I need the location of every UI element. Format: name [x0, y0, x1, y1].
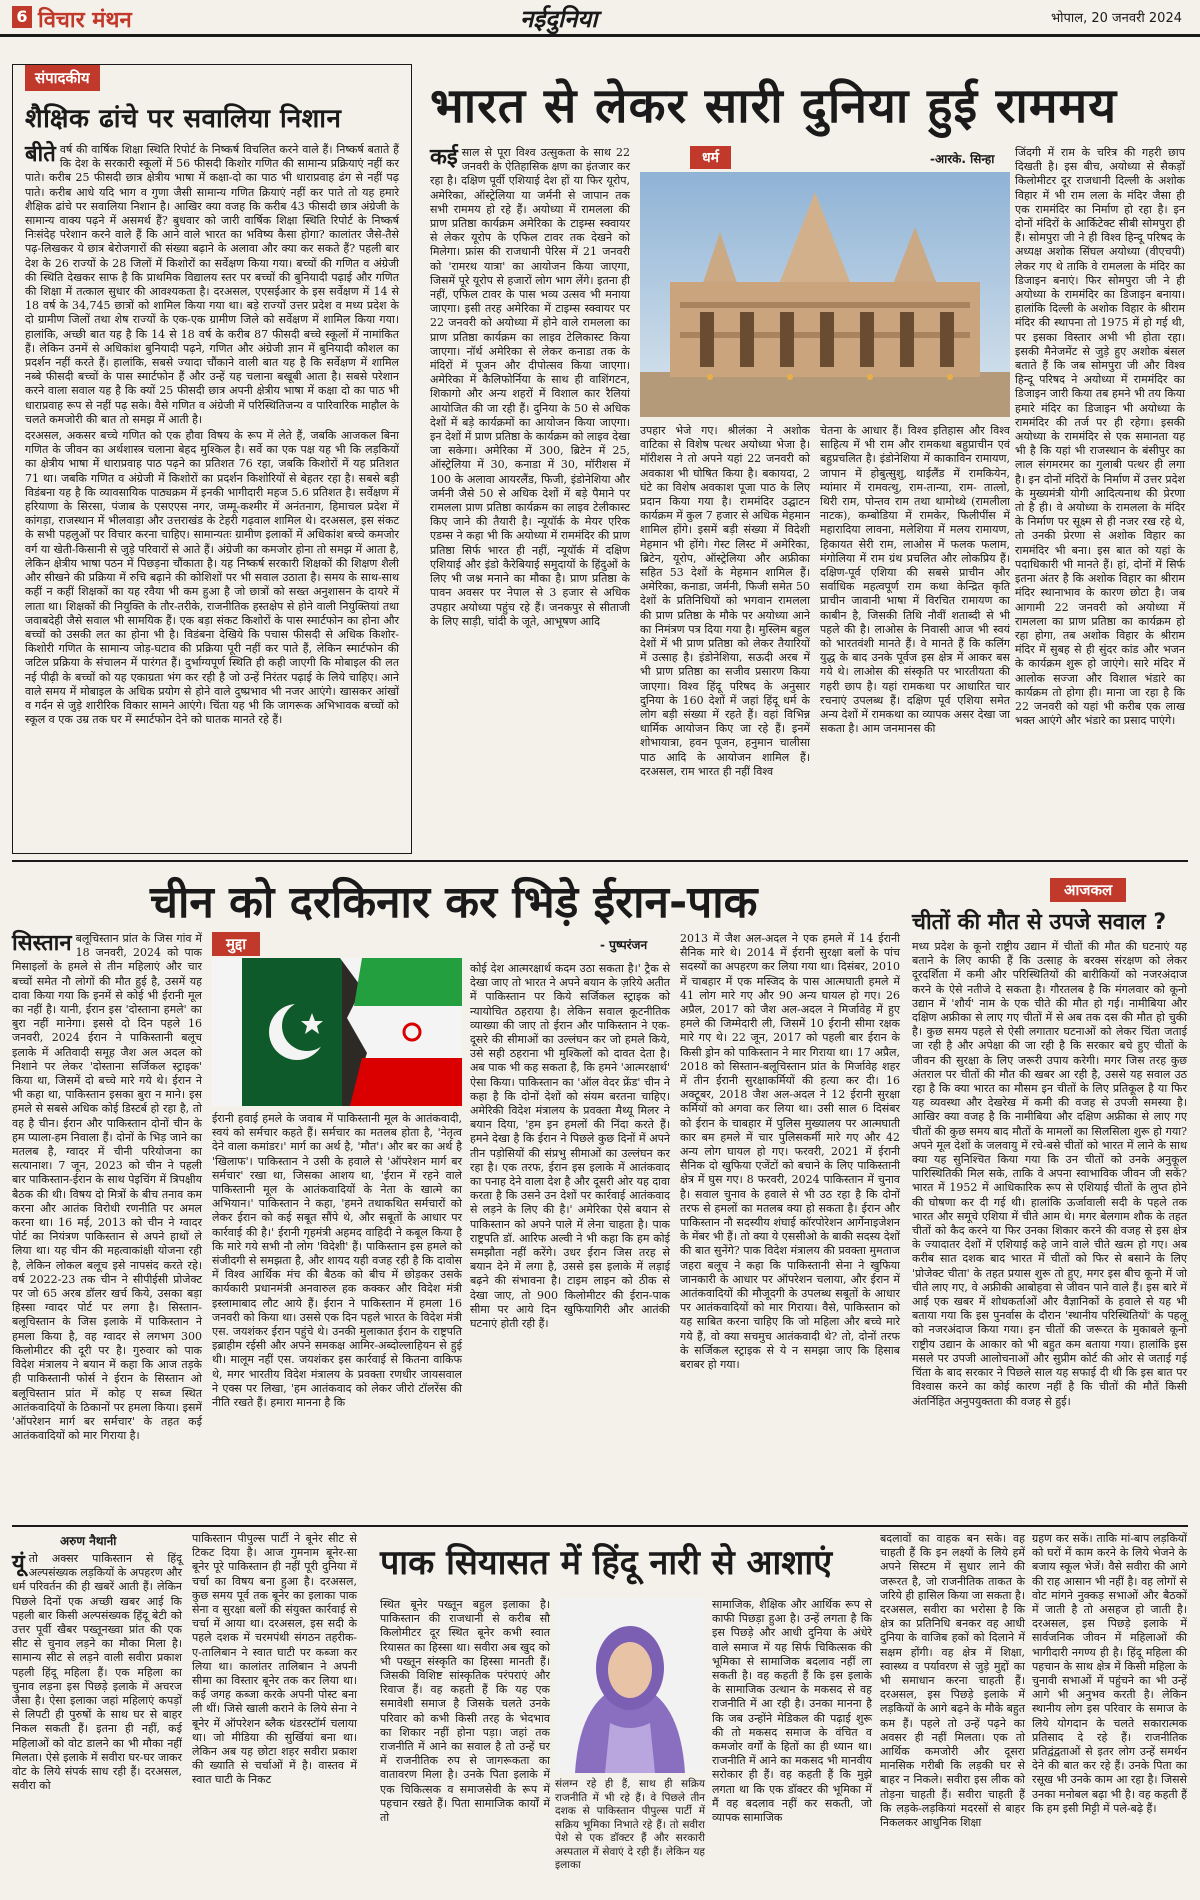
page-number: 6: [12, 6, 32, 28]
page-header: [0, 0, 1200, 37]
pak-column-6: ग्रहण कर सकें। ताकि मां-बाप लड़कियों को घरों में काम करने के लिये भेजने के बजाय स्कूल भेजें। वैसे सवीरा की आगे की राह आसान भी नहीं है। वह लोगों से वोट मांगने नुक्कड़ सभाओं और बैठकों में जाती है तो असहज हो जाती है। दरअसल, इस पिछड़े इलाके में सार्वजनिक जीवन में महिलाओं की भागीदारी नगण्य ही है। हिंदू महिला की पहचान के साथ क्षेत्र में किसी महिला के चुनावी सभाओं में पहुंचने का भी उन्हें आगे भी अनुभव करती है। लेकिन स्थानीय लोग इस परिवार के समाज के लिये योगदान के चलते सकारात्मक प्रतिसाद दे रहे हैं। राजनीतिक प्रतिद्वंद्वताओं से इतर लोग उन्हें समर्थन देने की बात कर रहे हैं। उनके पिता का रसूख भी उनके काम आ रहा है। जिससे उनका मनोबल बढ़ा भी है। वह कहती हैं कि हम इसी मिट्टी में पले-बढ़े हैं।: [1032, 1532, 1187, 1815]
feature-column-2: उपहार भेजे गए। श्रीलंका ने अशोक वाटिका से विशेष पत्थर अयोध्या भेजा है। मॉरीशस ने तो अपने यहां 22 जनवरी को अवकाश भी घोषित किया है। बकायदा, 2 घंटे का विशेष अवकाश पूजा पाठ के लिए प्रदान किया गया है। राममंदिर उद्घाटन कार्यक्रम में कुल 7 हजार से अधिक मेहमान शामिल होंगे। इसमें बड़ी संख्या में विदेशी मेहमान भी होंगे। गेस्ट लिस्ट में अमेरिका, ब्रिटेन, यूरोप, ऑस्ट्रेलिया और अफ्रीका सहित 53 देशों के मेहमान शामिल हैं। अमेरिका, कनाडा, जर्मनी, फिजी समेत 50 देशों के प्रतिनिधियों को भगवान रामलला की प्राण प्रतिष्ठा के मौके पर अयोध्या आने का निमंत्रण पत्र दिया गया है। मुस्लिम बहुल देशों में भी प्राण प्रतिष्ठा को लेकर तैयारियों में उत्साह है। इंडोनेशिया, सऊदी अरब में भी प्राण प्रतिष्ठा का सजीव प्रसारण किया जाएगा। विश्व हिंदू परिषद के अनुसार दुनिया के 160 देशों में जहां हिंदू धर्म के लोग बड़ी संख्या में रहते हैं। वहां विभिन्न धार्मिक आयोजन किए जा रहे हैं। इनमें शोभायात्रा, हवन पूजन, हनुमान चालीसा पाठ आदि के आयोजन शामिल हैं। दरअसल, राम भारत ही नहीं विश्व: [640, 424, 810, 778]
china-text: बलूचिस्तान प्रांत के जिस गांव में 18 जनवरी, 2024 को पाक मिसाइलों के हमले से तीन महिलाएं और चार बच्चों समेत नौ लोगों की मौत हुई है, उसमें यह दावा किया गया कि इनमें से कोई भी ईरानी मूल का नहीं है। यानी, ईरान इस 'दोस्ताना हमले' का बुरा नहीं मानेगा। इससे दो दिन पहले 16 जनवरी, 2024 ईरान ने पाकिस्तानी बलूच इलाके में अतिवादी समूह जैश अल अदल को निशाने पर लेकर 'दोस्ताना सर्जिकल स्ट्राइक' किया था, जिसमें दो बच्चे मारे गये थे। ईरान ने भी कहा था, पाकिस्तान इसका बुरा न माने। इस हमले से सबसे अधिक कोई डिस्टर्ब हो रहा है, तो वह है चीन। ईरान और पाकिस्तान दोनों चीन के हम प्याला-हम निवाला हैं। दोनों के भिड़ जाने का मतलब है, ग्वादर में चीनी परियोजना का सत्यानाश। 7 जून, 2023 को चीन ने पहली बार पाकिस्तान-ईरान के साथ पेइचिंग में त्रिपक्षीय बैठक की थी। विषय दो मित्रों के बीच तनाव कम करना और आतंक विरोधी रणनीति पर अमल करना था। 16 मई, 2013 को चीन ने ग्वादर पोर्ट का नियंत्रण पाकिस्तान से अपने हाथों ले लिया था। यह चीन की महत्वाकांक्षी योजना रही है, लेकिन लोकल बलूच इसे नापसंद करते रहे। वर्ष 2022-23 तक चीन ने सीपीईसी प्रोजेक्ट पर जो 65 अरब डॉलर खर्च किये, उसका बड़ा हिस्सा ग्वादर पोर्ट पर लगा है। सिस्तान-बलूचिस्तान के जिस इलाके में पाकिस्तान ने हमला किया है, वह ग्वादर से लगभग 300 किलोमीटर की दूरी पर है। गुरुवार को पाक विदेश मंत्रालय ने बयान में कहा कि आज तड़के ही पाकिस्तानी फोर्स ने ईरान के सिस्तान ओ बलूचिस्तान प्रांत में कोह ए सब्ज स्थित आतंकवादियों के ठिकानों पर हमला किया। इसमें 'ऑपरेशन मार्ग बर सर्मचार' के तहत कई आतंकवादियों को मार गिराया है।: [12, 932, 202, 1443]
editorial-body: [25, 143, 399, 727]
divider: [12, 860, 1188, 862]
pak-text: तो अक्सर पाकिस्तान से हिंदू अल्पसंख्यक लड़कियों के अपहरण और धर्म परिवर्तन की ही खबरें आती हैं। लेकिन पिछले दिनों एक अच्छी खबर आई कि पहली बार किसी अल्पसंख्यक हिंदू बेटी को उत्तर पूर्वी खैबर पख्तूनख्वा प्रांत की एक सीट से चुनाव लड़ने का मौका मिला है। सामान्य सीट से लड़ने वाली सवीरा प्रकाश पहली हिंदू महिला हैं। एक महिला का चुनाव लड़ना इस पिछड़े इलाके में अचरज जैसा है। ऐसा इलाका जहां महिलाएं कपड़ों से लिपटी ही पुरुषों के साथ घर से बाहर निकल सकती हैं। इतना ही नहीं, कई महिलाओं को वोट डालने का भी मौका नहीं मिलता। ऐसे इलाके में सवीरा घर-घर जाकर वोट के लिये संपर्क साध रही हैं। दरअसल, सवीरा को: [12, 1552, 182, 1793]
editorial-paragraph: वर्ष की वार्षिक शिक्षा स्थिति रिपोर्ट के निष्कर्ष विचलित करने वाले हैं। निष्कर्ष बताते हैं कि देश के सरकारी स्कूलों में 56 फीसदी किशोर गणित की सामान्य प्रक्रियाएं नहीं कर पाते। करीब 25 फीसदी छात्र क्षेत्रीय भाषा में कक्षा-दो का पाठ भी धाराप्रवाह ढंग से नहीं पढ़ पाते। करीब आधे यदि भाग व गुणा जैसी सामान्य गणित क्रियाएं नहीं कर पाते तो यह हमारे शैक्षिक ढांचे पर सवालिया निशान है। आखिर क्या वजह कि करीब 43 फीसदी छात्र अंग्रेजी के सामान्य वाक्य पढ़ने में असमर्थ हैं? बुधवार को जारी वार्षिक शिक्षा स्थिति रिपोर्ट के निष्कर्ष निःसंदेह परेशान करने वाले हैं कि आने वाले भारत का भविष्य कैसा होगा? कालांतर जैसे-तैसे पढ़-लिखकर ये छात्र बेरोजगारों की संख्या बढ़ाने के अलावा और क्या कर सकते हैं? पहली बार देश के 26 राज्यों के 28 जिलों में किशोरों का सर्वेक्षण किया गया। बच्चों की गणित व अंग्रेजी की स्थिति देखकर साफ है कि प्राथमिक विद्यालय स्तर पर बच्चों की बुनियादी पढ़ाई और गणित की शिक्षा में तत्काल सुधार की आवश्यकता है। दरअसल, एएसईआर के इस सर्वेक्षण में 14 से 18 वर्ष के 34,745 छात्रों को शामिल किया गया था। बड़े राज्यों उत्तर प्रदेश व मध्य प्रदेश के दो ग्रामीण जिलों तथा शेष राज्यों के एक-एक ग्रामीण जिले को सर्वेक्षण में शामिल किया गया। हालांकि, अच्छी बात यह है कि 14 से 18 वर्ष के करीब 87 फीसदी बच्चे स्कूलों में नामांकित हैं। लेकिन उनमें से अधिकांश बुनियादी पढ़ने, गणित और अंग्रेजी ज्ञान में बुनियादी कौशल का प्रदर्शन नहीं करते हैं। हालांकि, सबसे ज्यादा चौंकाने वाली बात यह है कि सर्वेक्षण में शामिल नब्बे फीसदी बच्चों के पास स्मार्टफोन हैं और उन्हें यह चलाना बखूबी आता है। सबसे परेशान करने वाला सवाल यह है कि क्यों 25 फीसदी छात्र अपनी क्षेत्रीय भाषा में कक्षा दो का पाठ भी धाराप्रवाह रूप से नहीं पढ़ सके। वैसे गणित व अंग्रेजी में परिस्थितिजन्य व पारिवारिक माहौल के चलते कमजोरी की बात तो समझ में आती है।: [25, 143, 399, 426]
portrait-caption: संलग्न रहे ही हैं, साथ ही सक्रिय राजनीति में भी रहे हैं। वे पिछले तीन दशक से पाकिस्तान पीपुल्स पार्टी में सक्रिय भूमिका निभाते रहे हैं। तो सवीरा पेशे से एक डॉक्टर हैं और सरकारी अस्पताल में सेवाएं दे रही हैं। लेकिन यह इलाका: [555, 1778, 705, 1871]
pak-column-1: [12, 1552, 182, 1793]
flags-photo: [212, 958, 462, 1106]
mudda-tag: मुद्दा: [212, 932, 260, 956]
feature-lead-word: कई: [430, 144, 458, 170]
feature-column-3: चेतना के आधार हैं। विश्व इतिहास और विश्व साहित्य में भी राम और रामकथा बहुप्राचीन एवं बहुप्रचलित है। इंडोनेशिया में काकाविन रामायण, जापान में होबुत्सुशु, थाईलैंड में रामकियेन, म्यांमार में रामवत्थु, राम-तान्या, राम- तात्लो, थिरी राम, पोन्तव राम तथा थामोथ्थे (रामलीला नाटक), कम्बोडिया में रामकेर, फिलीपींस में महारादिया लावना, मलेशिया में मलय रामायण, हिकायत सेरी राम, लाओस में फलक फलाम, मंगोलिया में राम ग्रंथ प्रचलित और लोकप्रिय हैं। दक्षिण-पूर्व एशिया की सबसे प्राचीन और सर्वाधिक महत्वपूर्ण राम कथा केन्द्रित कृति प्राचीन जावानी भाषा में विरचित रामायण का काबीन है, जिसकी तिथि नौवीं शताब्दी से भी पहले की है। लाओस के निवासी आज भी स्वयं को भारतवंशी मानते हैं। वे मानते हैं कि कलिंग युद्ध के बाद उनके पूर्वज इस क्षेत्र में आकर बस गये थे। लाओस की संस्कृति पर भारतीयता की गहरी छाप है। यहां रामकथा पर आधारित चार रचनाएं उपलब्ध हैं। दक्षिण पूर्व एशिया समेत अन्य देशों में रामकथा का व्यापक असर देखा जा सकता है। आम जनमानस की: [820, 424, 1010, 736]
aajkal-body: मध्य प्रदेश के कूनो राष्ट्रीय उद्यान में चीतों की मौत की घटनाएं यह बताने के लिए काफी हैं कि उत्साह के बरक्स संरक्षण को लेकर दूरदर्शिता में कमी और परिस्थितियों की बारीकियों को नजरअंदाज करने के ऐसे नतीजे दे सकता है। गौरतलब है कि मंगलवार को कूनो उद्यान में 'शौर्य' नाम के एक चीते की मौत हो गई। नामीबिया और दक्षिण अफ्रीका से लाए गए चीतों में से अब तक दस की मौत हो चुकी है। कुछ समय पहले से ऐसी लगातार घटनाओं को लेकर चिंता जताई जा रही है और अपेक्षा की जा रही है कि सरकार बचे हुए चीतों के जीवन की सुरक्षा के लिए जरूरी उपाय करेगी। मगर जिस तरह कुछ अंतराल पर चीतों की मौत की खबर आ रही है, उससे यह सवाल उठ रहा है कि क्या भारत का मौसम इन चीतों के लिए प्रतिकूल है या फिर यह व्यवस्था और देखरेख में कमी की वजह से उपजी समस्या है। आखिर क्या वजह है कि नामीबिया और दक्षिण अफ्रीका से लाए गए चीतों की कुछ समय बाद मौतों के मामलों का सिलसिला शुरू हो गया? अपने मूल देशों के जलवायु में रचे-बसे चीतों को भारत में लाने के साथ क्या यह सुनिश्चित किया गया कि उन चीतों को उनके अनुकूल पारिस्थितिकी मिल सके, ताकि वे अपना स्वाभाविक जीवन जी सकें? भारत में 1952 में आधिकारिक रूप से एशियाई चीतों के लुप्त होने की घोषणा कर दी गई थी। हालांकि ऊर्जावाली सदी के पहले तक भारत और समूचे एशिया में चीते आम थे। मगर बेलगाम शौक के तहत चीतों को कैद करने या फिर उनका शिकार करने की वजह से इस क्षेत्र के ज्यादातर देशों में एशियाई कहे जाने वाले चीते खत्म हो गए। अब करीब सात दशक बाद भारत में चीतों को फिर से बसाने के लिए 'प्रोजेक्ट चीता' के तहत प्रयास शुरू तो हुए, मगर इस बीच कूनो में जो चीते लाए गए, वे अफ्रीकी आबोहवा से जीवन पाने वाले हैं। इस बारे में आई एक खबर में शोधकर्ताओं और वैज्ञानिकों के हवाले से यह भी बताया गया कि इस पुनर्वास के दौरान 'स्थानीय परिस्थितियों' के पहलू को नजरअंदाज किया गया। इन चीतों की जरूरत के मुकाबले कूनो राष्ट्रीय उद्यान के आकार को भी बहुत कम बताया गया। हालांकि इस मसले पर उपजी आलोचनाओं और सुप्रीम कोर्ट की ओर से जताई गई चिंता के बाद सरकार ने पिछले साल यह सफाई दी थी कि इस बात पर विश्वास करने का कोई कारण नहीं है कि चीतों की मौतें किसी अंतर्निहित अनुपयुक्तता की वजह से हुई।: [912, 940, 1187, 1408]
masthead-logo: नईदुनिया: [520, 4, 598, 33]
pak-headline: पाक सियासत में हिंदू नारी से आशाएं: [380, 1543, 833, 1583]
aajkal-tag: आजकल: [1050, 878, 1126, 902]
pak-column-3: स्थित बूनेर पख्तून बहुल इलाका है। पाकिस्तान की राजधानी से करीब सौ किलोमीटर दूर स्थित बूनेर कभी स्वात रियासत का हिस्सा था। सवीरा अब खुद को भी पख्तून संस्कृति का हिस्सा मानती हैं। जिसकी विशिष्ट सांस्कृतिक परंपराएं और रिवाज हैं। वह कहती हैं कि यह एक समावेशी समाज है जिसके चलते उनके परिवार को कभी किसी तरह के भेदभाव का शिकार नहीं होना पड़ा। जहां तक राजनीति में आने का सवाल है तो उन्हें घर में राजनीतिक रुप से जागरूकता का वातावरण मिला है। उनके पिता इलाके में एक चिकित्सक व समाजसेवी के रूप में पहचान रखते हैं। पिता सामाजिक कार्यों में तो: [380, 1598, 550, 1825]
pak-column-5: बदलावों का वाहक बन सके। वह चाहती हैं कि इन लक्ष्यों के लिये हमें अपने सिस्टम में सुधार लाने की जरूरत है, जो राजनीतिक ताकत के जरिये ही हासिल किया जा सकता है। दरअसल, सवीरा का भरोसा है कि क्षेत्र का प्रतिनिधि बनकर वह आधी दुनिया के वाजिब हकों को दिलाने में सक्षम होंगी। वह क्षेत्र में शिक्षा, स्वास्थ्य व पर्यावरण से जुड़े मुद्दों का भी समाधान करना चाहती हैं। दरअसल, इस पिछड़े इलाके में लड़कियों के आगे बढ़ने के मौके बहुत कम हैं। पहले तो उन्हें पढ़ने का अवसर ही नहीं मिलता। एक तो आर्थिक कमजोरी और दूसरा मानसिक गरीबी कि लड़की घर से बाहर न निकले। सवीरा इस लीक को तोड़ना चाहती हैं। सवीरा चाहती हैं कि लड़के-लड़कियां मदरसों से बाहर निकलकर आधुनिक शिक्षा: [880, 1532, 1025, 1830]
editorial-headline: शैक्षिक ढांचे पर सवालिया निशान: [25, 104, 342, 134]
feature-text: साल से पूरा विश्व उत्सुकता के साथ 22 जनवरी के ऐतिहासिक क्षण का इंतजार कर रहा है। दक्षिण पूर्वी एशियाई देश हों या फिर यूरोप, अमेरिका, ऑस्ट्रेलिया या जर्मनी से जापान तक सभी राममय हो रहे हैं। अयोध्या में रामलला की प्राण प्रतिष्ठा कार्यक्रम अमेरिका के टाइम्स स्क्वायर से लेकर यूरोप के एफिल टावर तक देखने को मिलेगा। फ्रांस की राजधानी पेरिस में 21 जनवरी को 'रामरथ यात्रा' का आयोजन किया जाएगा, जिसमें पूरे यूरोप से हजारों लोग भाग लेंगे। इतना ही नहीं, एफिल टावर के पास भव्य उत्सव भी मनाया जाएगा। इसी तरह अमेरिका में टाइम्स स्क्वायर पर 22 जनवरी को अयोध्या में होने वाले रामलला का प्राण प्रतिष्ठा कार्यक्रम का लाइव टेलिकास्ट किया जाएगा। नॉर्थ अमेरिका से लेकर कनाडा तक के मंदिरों में पूजन और दीपोत्सव किया जाएगा। अमेरिका में कैलिफोर्निया के साथ ही वाशिंगटन, शिकागो और अन्य शहरों में विशाल कार रैलियां आयोजित की जा रही हैं। दुनिया के 50 से अधिक देशों में बड़े कार्यक्रमों का आयोजन किया जाएगा। इन देशों में प्राण प्रतिष्ठा के कार्यक्रम को लाइव देखा जा सकेगा। अमेरिका में 300, ब्रिटेन में 25, ऑस्ट्रेलिया में 30, कनाडा में 30, मॉरीशस में 100 के अलावा आयरलैंड, फिजी, इंडोनेशिया और जर्मनी जैसे 50 से अधिक देशों में बड़े पैमाने पर रामलला प्राण प्रतिष्ठा कार्यक्रम का लाइव टेलीकास्ट किए जाने की तैयारी है। न्यूयॉर्क के मेयर एरिक एडम्स ने कहा भी कि अयोध्या में राममंदिर की प्राण प्रतिष्ठा सिर्फ भारत ही नहीं, न्यूयॉर्क में दक्षिण एशियाई और इंडो कैरेबियाई समुदायों के हिंदुओं के लिए भी जश्न मनाने का मौका है। प्राण प्रतिष्ठा के पावन अवसर पर नेपाल से 3 हजार से अधिक उपहार अयोध्या पहुंच रहे हैं। जनकपुर से सीताजी के लिए साड़ी, चांदी के जूते, आभूषण आदि: [430, 146, 630, 628]
editorial-box: [12, 64, 412, 854]
feature-column-4: जिंदगी में राम के चरित्र की गहरी छाप दिखती है। इस बीच, अयोध्या से सैकड़ों किलोमीटर दूर राजधानी दिल्ली के अशोक विहार में भी राम लला के मंदिर जैसा ही एक राममंदिर का निर्माण हो रहा है। इन दोनों मंदिरों के आर्किटेक्ट सीबी सोमपुरा ही हैं। सोमपुरा जी ने ही विश्व हिन्दू परिषद के अध्यक्ष अशोक सिंघल अयोध्या (वीएचपी) लेकर गए थे ताकि वे रामलला के मंदिर का डिजाइन बनाएं। फिर सोमपुरा जी ने ही अयोध्या के राममंदिर का डिजाइन बनाया। हालांकि दिल्ली के अशोक विहार के श्रीराम मंदिर की स्थापना तो 1975 में हो गई थी, पर इसका विस्तार अभी भी होता रहा। इसकी मैनेजमेंट से जुड़े हुए अशोक बंसल बताते हैं कि जब सोमपुरा जी और विश्व हिन्दू परिषद ने अयोध्या में राममंदिर का डिजाइन जारी किया तब हमने भी तय किया हमारे मंदिर का डिजाइन भी अयोध्या के राममंदिर की तर्ज पर ही रहेगा। इसकी अयोध्या के राममंदिर से एक समानता यह भी है कि यहां भी राजस्थान के बंसीपुर का लाल संगमरमर का गुलाबी पत्थर ही लगा है। इन दोनों मंदिरों के निर्माण में उत्तर प्रदेश के मुख्यमंत्री योगी आदित्यनाथ की प्रेरणा तो है ही। वे अयोध्या के रामलला के मंदिर के निर्माण पर सूक्ष्म से ही नजर रख रहे थे, तो उनकी प्रेरणा से अशोक विहार का राममंदिर भी बना। इस बात को यहां के पदाधिकारी भी मानते हैं। हां, दोनों में सिर्फ इतना अंतर है कि अशोक विहार का श्रीराम मंदिर स्थानाभाव के कारण छोटा है। जब आगामी 22 जनवरी को अयोध्या में रामलला का प्राण प्रतिष्ठा का कार्यक्रम हो रहा होगा, तब अशोक विहार के श्रीराम मंदिर में सुबह से ही सुंदर कांड और भजन के कार्यक्रम शुरू हो जाएंगे। सारे मंदिर में आलोक सज्जा और विशाल भंडारे का कार्यक्रम तो होगा ही। माना जा रहा है कि 22 जनवरी को यहां भी करीब एक लाख भक्त आएंगे और भंडारे का प्रसाद पाएंगे।: [1015, 146, 1185, 728]
china-byline: - पुष्परंजन: [600, 938, 648, 952]
china-column-2: ईरानी हवाई हमले के जवाब में पाकिस्तानी मूल के आतंकवादी, स्वयं को सर्मचार कहते हैं। सर्मचार का मतलब होता है, 'नेतृत्व देने वाला कमांडर।' मार्ग का अर्थ है, 'मौत'। और बर का अर्थ है 'खिलाफ'। पाकिस्तान ने उसी के हवाले से 'ऑपरेशन मार्ग बर सर्मचार' रखा था, जिसका आशय था, 'ईरान में रहने वाले पाकिस्तानी मूल के आतंकवादियों के नेता के खात्मे का अभियान।' पाकिस्तान ने कहा, 'हमने तथाकथित सर्मचारों को लेकर ईरान को कई सबूत सौंपे थे, और सबूतों के आधार पर कार्रवाई की है।' ईरानी गृहमंत्री अहमद वाहिदी ने कबूल किया है कि मारे गये सभी नौ लोग 'विदेशी' हैं। पाकिस्तान इस हमले को संजीदगी से समझता है, और शायद यही वजह रही है कि दावोस में विश्व आर्थिक मंच की बैठक को बीच में छोड़कर उसके कार्यकारी प्रधानमंत्री अनवारुल हक कक्कर और विदेश मंत्री इस्लामाबाद लौट आये हैं। ईरान ने पाकिस्तान में हमला 16 जनवरी को किया था। उससे एक दिन पहले भारत के विदेश मंत्री एस. जयशंकर ईरान पहुंचे थे। उनकी मुलाकात ईरान के राष्ट्रपति इब्राहीम रईसी और अपने समकक्ष आमिर-अब्दोल्लाहियन से हुई थी। मालूम नहीं एस. जयशंकर इस कार्रवाई से कितना वाकिफ थे, मगर भारतीय विदेश मंत्रालय के प्रवक्ता रणधीर जायसवाल ने एक्स पर लिखा, 'हम आतंकवाद को लेकर जीरो टॉलरेंस की नीति रखते हैं। हमारा मानना है कि: [212, 1112, 462, 1410]
editorial-tag: संपादकीय: [25, 65, 100, 91]
feature-headline: भारत से लेकर सारी दुनिया हुई राममय: [430, 78, 1118, 134]
china-headline: चीन को दरकिनार कर भिड़े ईरान-पाक: [150, 877, 758, 928]
editorial-paragraph: दरअसल, अकसर बच्चे गणित को एक हौवा विषय के रूप में लेते हैं, जबकि आजकल बिना गणित के जीवन का अर्थशास्त्र चलाना बेहद मुश्किल है। सर्वे का एक पक्ष यह भी कि लड़कियों का क्षेत्रीय भाषा में धाराप्रवाह पाठ पढ़ने का प्रतिशत 76 रहा, जबकि किशोरों में यह प्रतिशत 71 था। जबकि गणित व अंग्रेजी में किशोरों का प्रदर्शन किशोरियों से बेहतर रहा है। सबसे बड़ी विडंबना यह है कि व्यावसायिक पाठ्यक्रम में इनकी भागीदारी महज 5.6 प्रतिशत है। सर्वेक्षण में हरियाणा के सिरसा, पंजाब के एसएएस नगर, जम्मू-कश्मीर में अनंतनाग, हिमाचल प्रदेश में कांगड़ा, राजस्थान में भीलवाड़ा और उत्तराखंड के टेहरी गढ़वाल शामिल थे। दरअसल, इस संकट के सभी पहलुओं पर विचार करना चाहिए। सामान्यतः ग्रामीण इलाकों में अधिकांश बच्चे कमजोर वर्ग या खेती-किसानी से जुड़े परिवारों से आते हैं। अंग्रेजी का कमजोर होना तो समझ में आता है, लेकिन क्षेत्रीय भाषा पठन में पिछड़ना चौंकाता है। यह निष्कर्ष सरकारी शिक्षकों की शिक्षण शैली और सीखने की प्रक्रिया में रुचि बढ़ाने की कोशिशों पर भी सवाल उठाता है। समय के साथ-साथ कहीं न कहीं शिक्षकों का यह रवैया भी कम हुआ है जो छात्रों को सख्त अनुशासन के दायरे में लाता था। शिक्षकों की नियुक्ति के तौर-तरीके, राजनीतिक हस्तक्षेप से होने वाली नियुक्तियां तथा जवाबदेही जैसे सवाल भी सामयिक हैं। एक बड़ा संकट किशोरों के पास स्मार्टफोन का होना और बच्चों को उसकी लत का होना भी है। विडंबना देखिये कि पचास फीसदी से अधिक किशोर-किशोरी गणित के सामान्य जोड़-घटाव की प्रक्रिया पूरी नहीं कर पाते हैं, लेकिन स्मार्टफोन की जटिल प्रक्रिया के संचालन में पारंगत हैं। दुर्भाग्यपूर्ण स्थिति ही कही जाएगी कि मोबाइल की लत नई पीढ़ी के बच्चों को यह एकाग्रता भंग कर रही है जो उन्हें निरंतर पढ़ाई के लिये चाहिए। आने वाले समय में मोबाइल के अधिक प्रयोग से होने वाले दुष्प्रभाव भी नजर आएंगे। खासकर आंखों व गर्दन से जुड़े शारीरिक विकार सामने आएंगे। चिंता यह भी कि जागरूक अभिभावक बच्चों को स्कूल व एक उम्र तक घर में स्मार्टफोन देने को घातक मानते रहे हैं।: [25, 429, 399, 727]
feature-column-1: [430, 146, 630, 629]
china-column-4: 2013 में जैश अल-अदल ने एक हमले में 14 ईरानी सैनिक मारे थे। 2014 में ईरानी सुरक्षा बलों के पांच सदस्यों का अपहरण कर लिया गया था। दिसंबर, 2010 में चाबहार में एक मस्जिद के पास आत्मघाती हमले में 41 लोग मारे गए और 90 अन्य घायल हो गए। 26 अप्रैल, 2017 को जैश अल-अदल ने मिर्जावेह में हुए हमले की जिम्मेदारी ली, जिसमें 10 ईरानी सीमा रक्षक मारे गए थे। 22 जून, 2017 को पहली बार ईरान के किसी ड्रोन को पाकिस्तान ने मार गिराया था। 17 अप्रैल, 2018 को सिस्तान-बलूचिस्तान प्रांत के मिर्जावेह शहर में तीन ईरानी सुरक्षाकर्मियों की हत्या कर दी। 16 अक्टूबर, 2018 जैश अल-अदल ने 12 ईरानी सुरक्षा कर्मियों को अगवा कर लिया था। उसी साल 6 दिसंबर को ईरान के चाबहार में पुलिस मुख्यालय पर आत्मघाती कार बम हमले में चार पुलिसकर्मी मारे गए और 42 अन्य लोग घायल हो गए। फरवरी, 2021 में ईरानी सैनिक दो खुफिया एजेंटों को बचाने के लिए पाकिस्तानी क्षेत्र में घुस गए। 8 फरवरी, 2024 पाकिस्तान में चुनाव है। सवाल चुनाव के हवाले से भी उठ रहा है कि दोनों तरफ से हमलों का मतलब क्या हो सकता है। ईरान और पाकिस्तान नौ सदस्यीय शंघाई कॉरपोरेशन आर्गेनाइजेशन के मेंबर भी हैं। तो क्या ये एससीओ के बाकी सदस्य देशों की बात सुनेंगे? पाक विदेश मंत्रालय की प्रवक्ता मुमताज जहरा बलूच ने कहा कि पाकिस्तानी सेना ने खुफिया जानकारी के आधार पर ऑपरेशन चलाया, और ईरान में आतंकवादियों की मौजूदगी के उपलब्ध सबूतों के आधार पर आतंकवादियों को मार गिराया। वैसे, पाकिस्तान को यह साबित करना चाहिए कि जो महिला और बच्चे मारे गये हैं, वो क्या सचमुच आतंकवादी थे? तो, दोनों तरफ के सर्जिकल स्ट्राइक से ये न समझा जाए कि हिसाब बराबर हो गया।: [680, 932, 900, 1372]
china-lead-word: सिस्तान: [12, 930, 72, 956]
pak-column-2: पाकिस्तान पीपुल्स पार्टी ने बूनेर सीट से टिकट दिया है। आज गुमनाम बूनेर-सा बूनेर पूरे पाकिस्तान ही नहीं पूरी दुनिया में चर्चा का विषय बना हुआ है। दरअसल, कुछ समय पूर्व तक बूनेर का इलाका पाक सेना व सुरक्षा बलों की संयुक्त कार्रवाई से चर्चा में आया था। दरअसल, इस सदी के पहले दशक में चरमपंथी संगठन तहरीक-ए-तालिबान ने स्वात घाटी पर कब्जा कर लिया था। कालांतर तालिबान ने अपनी सीमा का विस्तार बूनेर तक कर लिया था। कई जगह कब्जा करके अपनी पोस्ट बना ली थीं। जिसे खाली कराने के लिये सेना ने बूनेर में ऑपरेशन ब्लैक थंडरस्टॉर्म चलाया था। जो मीडिया की सुर्खियां बना था। लेकिन अब यह छोटा शहर सवीरा प्रकाश की ख्याति से चर्चाओं में है। वास्तव में स्वात घाटी के निकट: [192, 1532, 357, 1787]
editorial-lead-word: बीते: [25, 141, 56, 167]
temple-photo: [640, 172, 1010, 417]
dateline: भोपाल, 20 जनवरी 2024: [1051, 11, 1182, 26]
column-byline: अरुण नैथानी: [60, 1534, 117, 1548]
pak-lead-word: यूं: [12, 1550, 25, 1576]
section-title: विचार मंथन: [38, 8, 132, 33]
pak-column-4: सामाजिक, शैक्षिक और आर्थिक रूप से काफी पिछड़ा हुआ है। उन्हें लगता है कि इस पिछड़े और आधी दुनिया के अंधेरे वाले समाज में यह सिर्फ चिकित्सक की भूमिका से सामाजिक बदलाव नहीं ला सकती है। वह कहती हैं कि इस इलाके के सामाजिक उत्थान के मकसद से वह राजनीति में आ रही है। उनका मानना है कि जब उन्होंने मेडिकल की पढ़ाई शुरू की तो मकसद समाज के वंचित व कमजोर वर्गों के हितों का ही ध्यान था। राजनीति में आने का मकसद भी मानवीय सरोकार ही हैं। वह कहती हैं कि मुझे लगता था कि एक डॉक्टर की भूमिका में मैं वह बदलाव नहीं कर सकती, जो व्यापक सामाजिक: [712, 1598, 872, 1825]
portrait-photo: [555, 1598, 705, 1773]
china-column-3: कोई देश आत्मरक्षार्थ कदम उठा सकता है।' ट्रैक से देखा जाए तो भारत ने अपने बयान के ज़रिये अतीत में पाकिस्तान पर किये सर्जिकल स्ट्राइक को न्यायोचित ठहराया है। लेकिन सवाल कूटनीतिक व्याख्या की जाए तो ईरान और पाकिस्तान ने एक-दूसरे की सीमाओं का उल्लंघन कर जो हमले किये, उसे सही ठहराना भी मुश्किलों को दावत देता है। अब पाक भी कह सकता है, कि हमने 'आत्मरक्षार्थ' ऐसा किया। पाकिस्तान का 'ऑल वेदर फ्रेंड' चीन ने कहा है कि दोनों देशों को संयम बरतना चाहिए। अमेरिकी विदेश मंत्रालय के प्रवक्ता मैथ्यू मिलर ने बयान दिया, 'हम इन हमलों की निंदा करते हैं। हमने देखा है कि ईरान ने पिछले कुछ दिनों में अपने तीन पड़ोसियों की संप्रभु सीमाओं का उल्लंघन कर रहा है। एक तरफ, ईरान इस इलाके में आतंकवाद का पनाह देने वाला देश है और दूसरी ओर यह दावा करता है कि उसने उन देशों पर कार्रवाई आतंकवाद से लड़ने के लिए की है।' अमेरिका ऐसे बयान से पाकिस्तान को अपने पाले में लेना चाहता है। पाक राष्ट्रपति डॉ. आरिफ अल्वी ने भी कहा कि हम कोई समझौता नहीं करेंगे। उधर ईरान जिस तरह से बयान देने में लगा है, उससे इस इलाके में लड़ाई बढ़ने की संभावना है। टाइम लाइन को ठीक से देखा जाए, तो 900 किलोमीटर की ईरान-पाक सीमा पर आये दिन खुफियागिरी और आतंकी घटनाएं होती रही हैं।: [470, 962, 670, 1331]
aajkal-headline: चीतों की मौत से उपजे सवाल ?: [912, 910, 1167, 935]
feature-tag: धर्म: [690, 146, 731, 169]
china-column-1: [12, 932, 202, 1443]
feature-byline: -आरके. सिन्हा: [930, 152, 995, 166]
divider: [12, 1525, 1188, 1527]
